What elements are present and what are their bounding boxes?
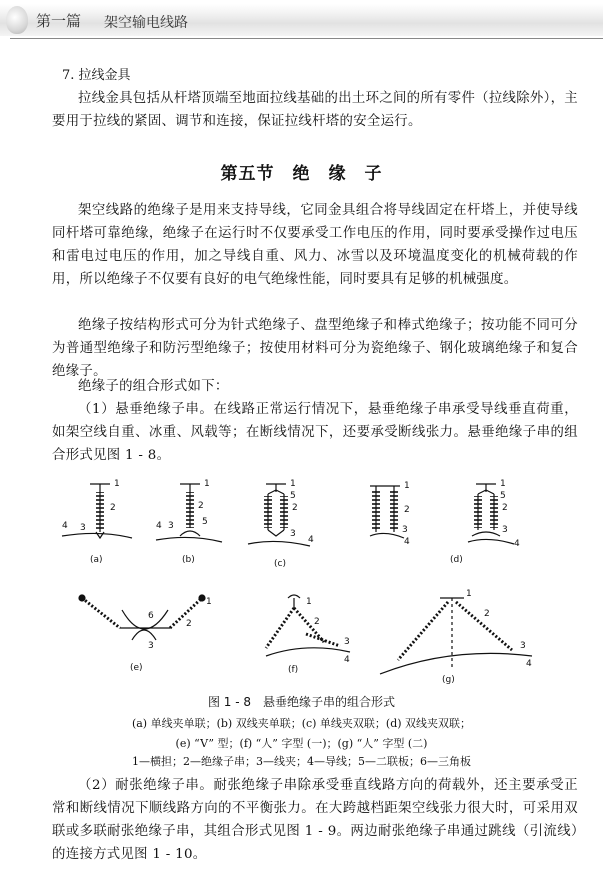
- body-paragraph-2: 绝缘子按结构形式可分为针式绝缘子、盘型绝缘子和棒式绝缘子；按功能不同可分为普通型绝缘子和防污型绝缘子；按使用材料可分为瓷绝缘子、钢化玻璃绝缘子和复合绝缘子。: [52, 318, 578, 379]
- part-number: 1: [466, 589, 472, 599]
- part-number: 2: [404, 505, 410, 515]
- part-number: 3: [148, 641, 154, 651]
- part-number: 2: [484, 609, 490, 619]
- diagram-d: [370, 486, 404, 538]
- part-number: 3: [290, 529, 296, 539]
- sub-label-b: (b): [182, 555, 195, 565]
- part-number: 3: [502, 525, 508, 535]
- sub-label-d: (d): [450, 555, 463, 565]
- subsection-heading: 7. 拉线金具: [62, 68, 131, 83]
- part-number: 5: [202, 517, 208, 527]
- part-number: 4: [404, 537, 410, 547]
- part-number: 3: [168, 521, 174, 531]
- sub-label-f: (f): [288, 665, 299, 675]
- part-number: 4: [62, 521, 68, 531]
- diagram-d-right: [468, 484, 514, 544]
- part-number: 4: [308, 535, 314, 545]
- section-title: 第五节 绝 缘 子: [220, 164, 383, 184]
- part-number: 3: [80, 523, 86, 533]
- figure-caption-title: 图 1 - 8 悬垂绝缘子串的组合形式: [207, 695, 396, 709]
- header-rule: [10, 38, 603, 39]
- header-ornament-icon: [6, 6, 28, 34]
- header-section: 架空输电线路: [104, 15, 188, 31]
- diagram-g: [380, 598, 532, 674]
- part-number: 2: [186, 619, 192, 629]
- part-number: 1: [306, 597, 312, 607]
- part-number: 3: [402, 525, 408, 535]
- figure-caption-line-1: (a) 单线夹单联；(b) 双线夹单联；(c) 单线夹双联；(d) 双线夹双联；: [131, 717, 472, 730]
- figure-caption-line-3: 1—横担；2—绝缘子串；3—线夹；4—导线；5—二联板；6—三角板: [132, 755, 471, 768]
- part-number: 4: [526, 659, 532, 669]
- part-number: 2: [198, 501, 204, 511]
- diagram-e: [79, 595, 205, 640]
- part-number: 1: [500, 479, 506, 489]
- subsection-paragraph: 拉线金具包括从杆塔顶端至地面拉线基础的出土环之间的所有零件（拉线除外），主要用于拉线的紧固、调节和连接，保证拉线杆塔的安全运行。: [52, 91, 578, 129]
- sub-label-g: (g): [442, 675, 455, 685]
- part-number: 2: [314, 617, 320, 627]
- figure-1-8: [52, 470, 592, 690]
- part-number: 4: [344, 655, 350, 665]
- running-header: [0, 0, 603, 40]
- part-number: 6: [148, 611, 154, 621]
- body-paragraph-5: （2）耐张绝缘子串。耐张绝缘子串除承受垂直线路方向的荷载外，还主要承受正常和断线情况下顺线路方向的不平衡张力。在大跨越档距架空线张力很大时，可采用双联或多联耐张绝缘子串，其组合形式见图 1 - 9。两边耐张绝缘子串通过跳线（引流线）的连接方式见图 1 - 10。: [52, 778, 578, 862]
- part-number: 1: [404, 481, 410, 491]
- header-bar: [0, 4, 603, 36]
- part-number: 2: [110, 503, 116, 513]
- sub-label-e: (e): [130, 663, 143, 673]
- figure-caption-line-2: (e) “V” 型；(f) “人” 字型 (一)；(g) “人” 字型 (二): [175, 737, 428, 750]
- part-number: 1: [206, 597, 212, 607]
- body-paragraph-4: （1）悬垂绝缘子串。在线路正常运行情况下，悬垂绝缘子串承受导线垂直荷重，如架空线自重、冰重、风载等；在断线情况下，还要承受断线张力。悬垂绝缘子串的组合形式见图 1 - 8。: [52, 402, 578, 463]
- figure-drawing: [52, 470, 592, 690]
- part-number: 3: [344, 637, 350, 647]
- body-paragraph-1: 架空线路的绝缘子是用来支持导线，它同金具组合将导线固定在杆塔上，并使导线同杆塔可靠绝缘，绝缘子在运行时不仅要承受工作电压的作用，同时要承受操作过电压和雷电过电压的作用，加之导线自重、风力、冰雪以及环境温度变化的机械荷载的作用，所以绝缘子不仅要有良好的电气绝缘性能，同时要具有足够的机械强度。: [52, 203, 578, 287]
- sub-label-c: (c): [274, 559, 286, 569]
- part-number: 1: [290, 479, 296, 489]
- header-chapter: 第一篇: [36, 12, 82, 30]
- diagram-a: [62, 484, 132, 538]
- body-paragraph-3: 绝缘子的组合形式如下：: [78, 379, 229, 394]
- part-number: 2: [292, 503, 298, 513]
- part-number: 2: [502, 503, 508, 513]
- part-number: 3: [520, 641, 526, 651]
- part-number: 1: [114, 479, 120, 489]
- part-number: 4: [156, 521, 162, 531]
- diagram-b: [156, 484, 222, 542]
- sub-label-a: (a): [90, 555, 103, 565]
- part-number: 4: [514, 539, 520, 549]
- part-number: 5: [500, 491, 506, 501]
- diagram-c: [248, 484, 310, 546]
- part-number: 5: [290, 491, 296, 501]
- part-number: 1: [204, 479, 210, 489]
